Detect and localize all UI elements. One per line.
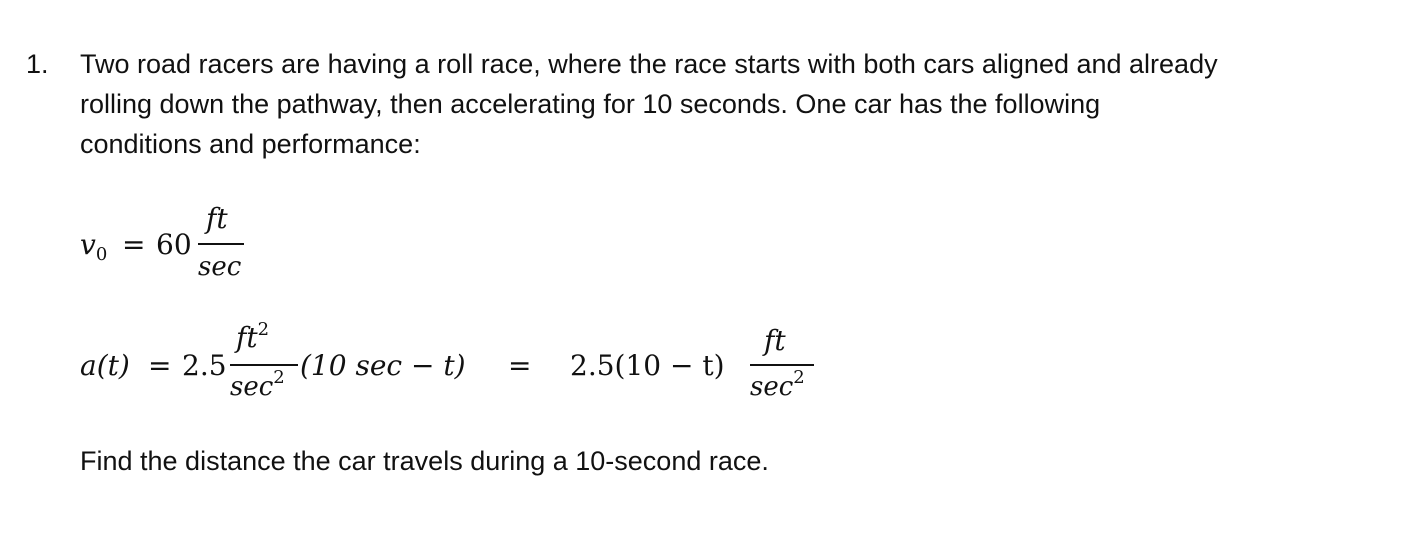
eq2-rhs-unit-numerator: ft: [764, 324, 786, 357]
eq2-factor: (10 sec − t): [300, 349, 466, 382]
eq1-unit-numerator: ft: [206, 202, 228, 235]
problem-intro-line-2: rolling down the pathway, then accelerating for 10 seconds. One car has the following: [80, 89, 1101, 119]
problem-intro-line-3: conditions and performance:: [80, 129, 421, 159]
eq1-variable: $v_0$: [80, 228, 108, 265]
eq2-rhs: 2.5(10 − t): [570, 349, 725, 382]
eq2-rhs-fraction-bar: [750, 364, 814, 366]
eq2-lhs: a(t): [80, 349, 130, 382]
problem-number: 1.: [26, 49, 49, 79]
problem-question: Find the distance the car travels during a 10-second race.: [80, 446, 769, 476]
eq2-rhs-unit-denominator: $\sec^2$: [750, 367, 805, 402]
eq1-equals: =: [122, 228, 146, 261]
eq1-unit-denominator: sec: [198, 252, 242, 282]
problem-intro-line-1: Two road racers are having a roll race, where the race starts with both cars aligned and already: [80, 49, 1218, 79]
eq2-second-equals: =: [508, 349, 532, 382]
eq2-unit-denominator-exponent: 2: [273, 367, 285, 388]
eq2-rhs-unit-denominator-exponent: 2: [793, 367, 805, 388]
eq2-unit-numerator-exponent: 2: [257, 319, 270, 340]
eq1-variable-subscript: 0: [95, 244, 108, 265]
eq2-equals: =: [148, 349, 172, 382]
eq1-fraction-bar: [198, 243, 244, 245]
eq2-coefficient: 2.5: [182, 349, 227, 382]
eq2-unit-numerator: $ft^2$: [236, 319, 270, 354]
eq2-fraction-bar: [230, 364, 298, 366]
eq1-value: 60: [156, 228, 192, 261]
eq2-unit-denominator: $\sec^2$: [230, 367, 285, 402]
